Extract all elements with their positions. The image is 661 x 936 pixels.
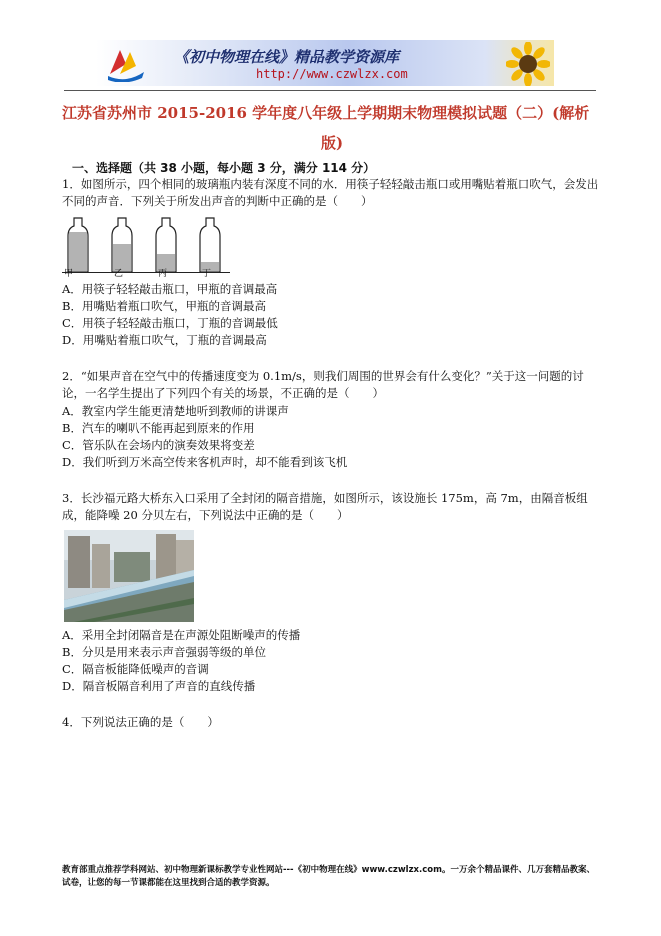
question-4-stem: 4．下列说法正确的是（ ） (62, 715, 219, 729)
question-3-stem: 3．长沙福元路大桥东入口采用了全封闭的隔音措施，如图所示，该设施长 175m，高 7m，由隔音板组成，能降噪 20 分贝左右，下列说法中正确的是（ ） (62, 491, 588, 522)
bridge-photo (64, 530, 194, 622)
q3-option-a: A．采用全封闭隔音是在声源处阻断噪声的传播 (62, 628, 301, 642)
question-2-stem: 2．“如果声音在空气中的传播速度变为 0.1m/s，则我们周围的世界会有什么变化？”关于这一问题的讨论，一名学生提出了下列四个有关的场景，不正确的是（ ） (62, 369, 584, 400)
q2-option-a: A．教室内学生能更清楚地听到教师的讲课声 (62, 404, 289, 418)
q3-option-b: B．分贝是用来表示声音强弱等级的单位 (62, 645, 266, 659)
q3-option-c: C．隔音板能降低噪声的音调 (62, 662, 209, 676)
bottle-label-3: 丙 (158, 269, 168, 279)
q1-option-b: B．用嘴贴着瓶口吹气，甲瓶的音调最高 (62, 299, 266, 313)
section-heading: 一、选择题（共 38 小题，每小题 3 分，满分 114 分） (72, 161, 376, 175)
q2-option-c: C．管乐队在会场内的演奏效果将变差 (62, 438, 255, 452)
q1-option-c: C．用筷子轻轻敲击瓶口，丁瓶的音调最低 (62, 316, 278, 330)
q2-option-b: B．汽车的喇叭不能再起到原来的作用 (62, 421, 255, 435)
header-banner (96, 40, 554, 86)
sunflower-icon (506, 42, 550, 86)
q1-option-a: A．用筷子轻轻敲击瓶口，甲瓶的音调最高 (62, 282, 278, 296)
title-line-1: 江苏省苏州市 2015-2016 学年度八年级上学期期末物理模拟试题（二）(解析 (62, 104, 590, 122)
title-line-2: 版) (320, 134, 344, 152)
page-footer: 教育部重点推荐学科网站、初中物理新课标教学专业性网站---《初中物理在线》www.czwlzx.com。一万余个精品课件、几万套精品教案、试卷，让您的每一节课都能在这里找到合适的教学资源。 (62, 865, 595, 888)
banner-title: 《初中物理在线》精品教学资源库 (174, 48, 400, 66)
q3-option-d: D．隔音板隔音利用了声音的直线传播 (62, 679, 256, 693)
bottle-label-2: 乙 (114, 269, 124, 279)
q1-option-d: D．用嘴贴着瓶口吹气，丁瓶的音调最高 (62, 333, 267, 347)
logo-icon (106, 44, 146, 82)
question-1-stem: 1．如图所示，四个相同的玻璃瓶内装有深度不同的水．用筷子轻轻敲击瓶口或用嘴贴着瓶口吹气，会发出不同的声音．下列关于所发出声音的判断中正确的是（ ） (62, 177, 599, 208)
bottle-label-4: 丁 (202, 269, 212, 279)
banner-url: http://www.czwlzx.com (256, 67, 408, 81)
q2-option-d: D．我们听到万米高空传来客机声时，却不能看到该飞机 (62, 455, 348, 469)
page-title (62, 98, 602, 158)
header-rule (64, 90, 596, 91)
bottle-label-1: 甲 (64, 269, 74, 279)
